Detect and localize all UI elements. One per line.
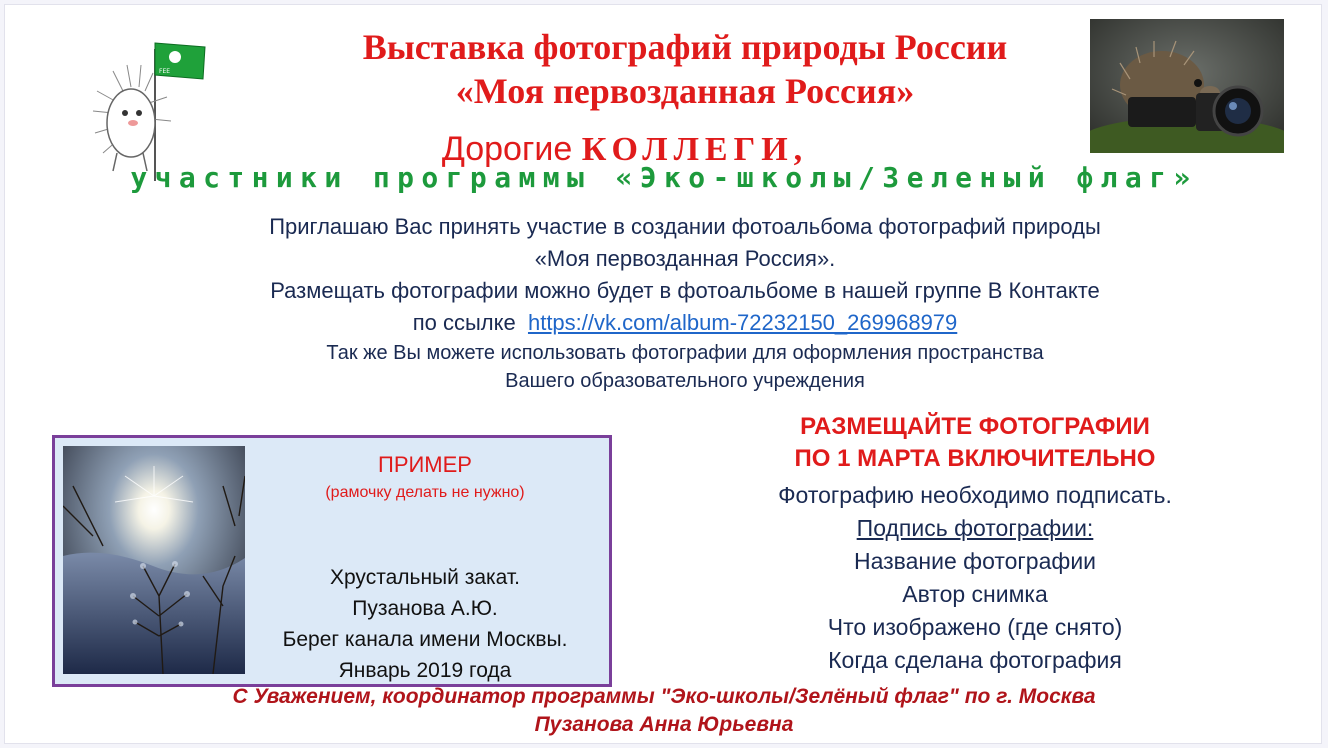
mascot-flag-text: FEE: [159, 68, 171, 75]
deadline-line-2: ПО 1 МАРТА ВКЛЮЧИТЕЛЬНО: [794, 445, 1156, 472]
deadline-notice: [705, 411, 1245, 475]
example-caption: [245, 562, 605, 686]
example-note: (рамочку делать не нужно): [325, 484, 525, 501]
caption-line-3: Берег канала имени Москвы.: [282, 628, 568, 651]
caption-line-2: Пузанова А.Ю.: [352, 597, 498, 620]
example-box: [52, 435, 612, 687]
signature-line-1: С Уважением, координатор программы "Эко-школы/Зелёный флаг" по г. Москва: [232, 685, 1096, 708]
must-sign-text: Фотографию необходимо подписать.: [778, 482, 1172, 508]
signature: [5, 683, 1323, 739]
slide: [4, 4, 1322, 744]
deadline-line-1: РАЗМЕЩАЙТЕ ФОТОГРАФИИ: [800, 413, 1150, 440]
signature-line-2: Пузанова Анна Юрьевна: [534, 713, 794, 736]
intro-line-6: Вашего образовательного учреждения: [505, 370, 865, 392]
caption-instructions: [705, 479, 1245, 677]
greeting-dear: Дорогие: [441, 130, 582, 168]
winter-sunset-photo: [63, 446, 245, 674]
caption-heading: Подпись фотографии:: [856, 515, 1094, 541]
page-title: [175, 25, 1195, 113]
instruction-item: Что изображено (где снято): [827, 614, 1123, 640]
caption-line-1: Хрустальный закат.: [329, 566, 521, 589]
link-prefix: по ссылке: [412, 310, 522, 335]
title-line-1: Выставка фотографий природы России: [362, 27, 1008, 67]
intro-line-4: [115, 307, 1255, 339]
instruction-item: Когда сделана фотография: [828, 647, 1122, 673]
caption-line-4: Январь 2019 года: [338, 659, 512, 682]
title-line-2: «Моя первозданная Россия»: [455, 71, 915, 111]
instruction-item: Автор снимка: [902, 581, 1048, 607]
intro-line-5: Так же Вы можете использовать фотографии для оформления пространства: [326, 342, 1044, 364]
intro-line-3: Размещать фотографии можно будет в фотоальбоме в нашей группе В Контакте: [270, 278, 1100, 303]
greeting-colleagues: КОЛЛЕГИ,: [581, 131, 809, 168]
hedgehog-camera-photo: [1090, 19, 1284, 153]
instruction-item: Название фотографии: [853, 548, 1097, 574]
example-title: ПРИМЕР: [378, 452, 472, 477]
vk-album-link[interactable]: https://vk.com/album-72232150_269968979: [527, 310, 958, 335]
intro-line-1: Приглашаю Вас принять участие в создании фотоальбома фотографий природы: [269, 214, 1101, 239]
intro-text: [115, 211, 1255, 395]
participants-heading: участники программы «Эко-школы/Зеленый флаг»: [130, 161, 1198, 194]
intro-line-2: «Моя первозданная Россия».: [534, 246, 836, 271]
